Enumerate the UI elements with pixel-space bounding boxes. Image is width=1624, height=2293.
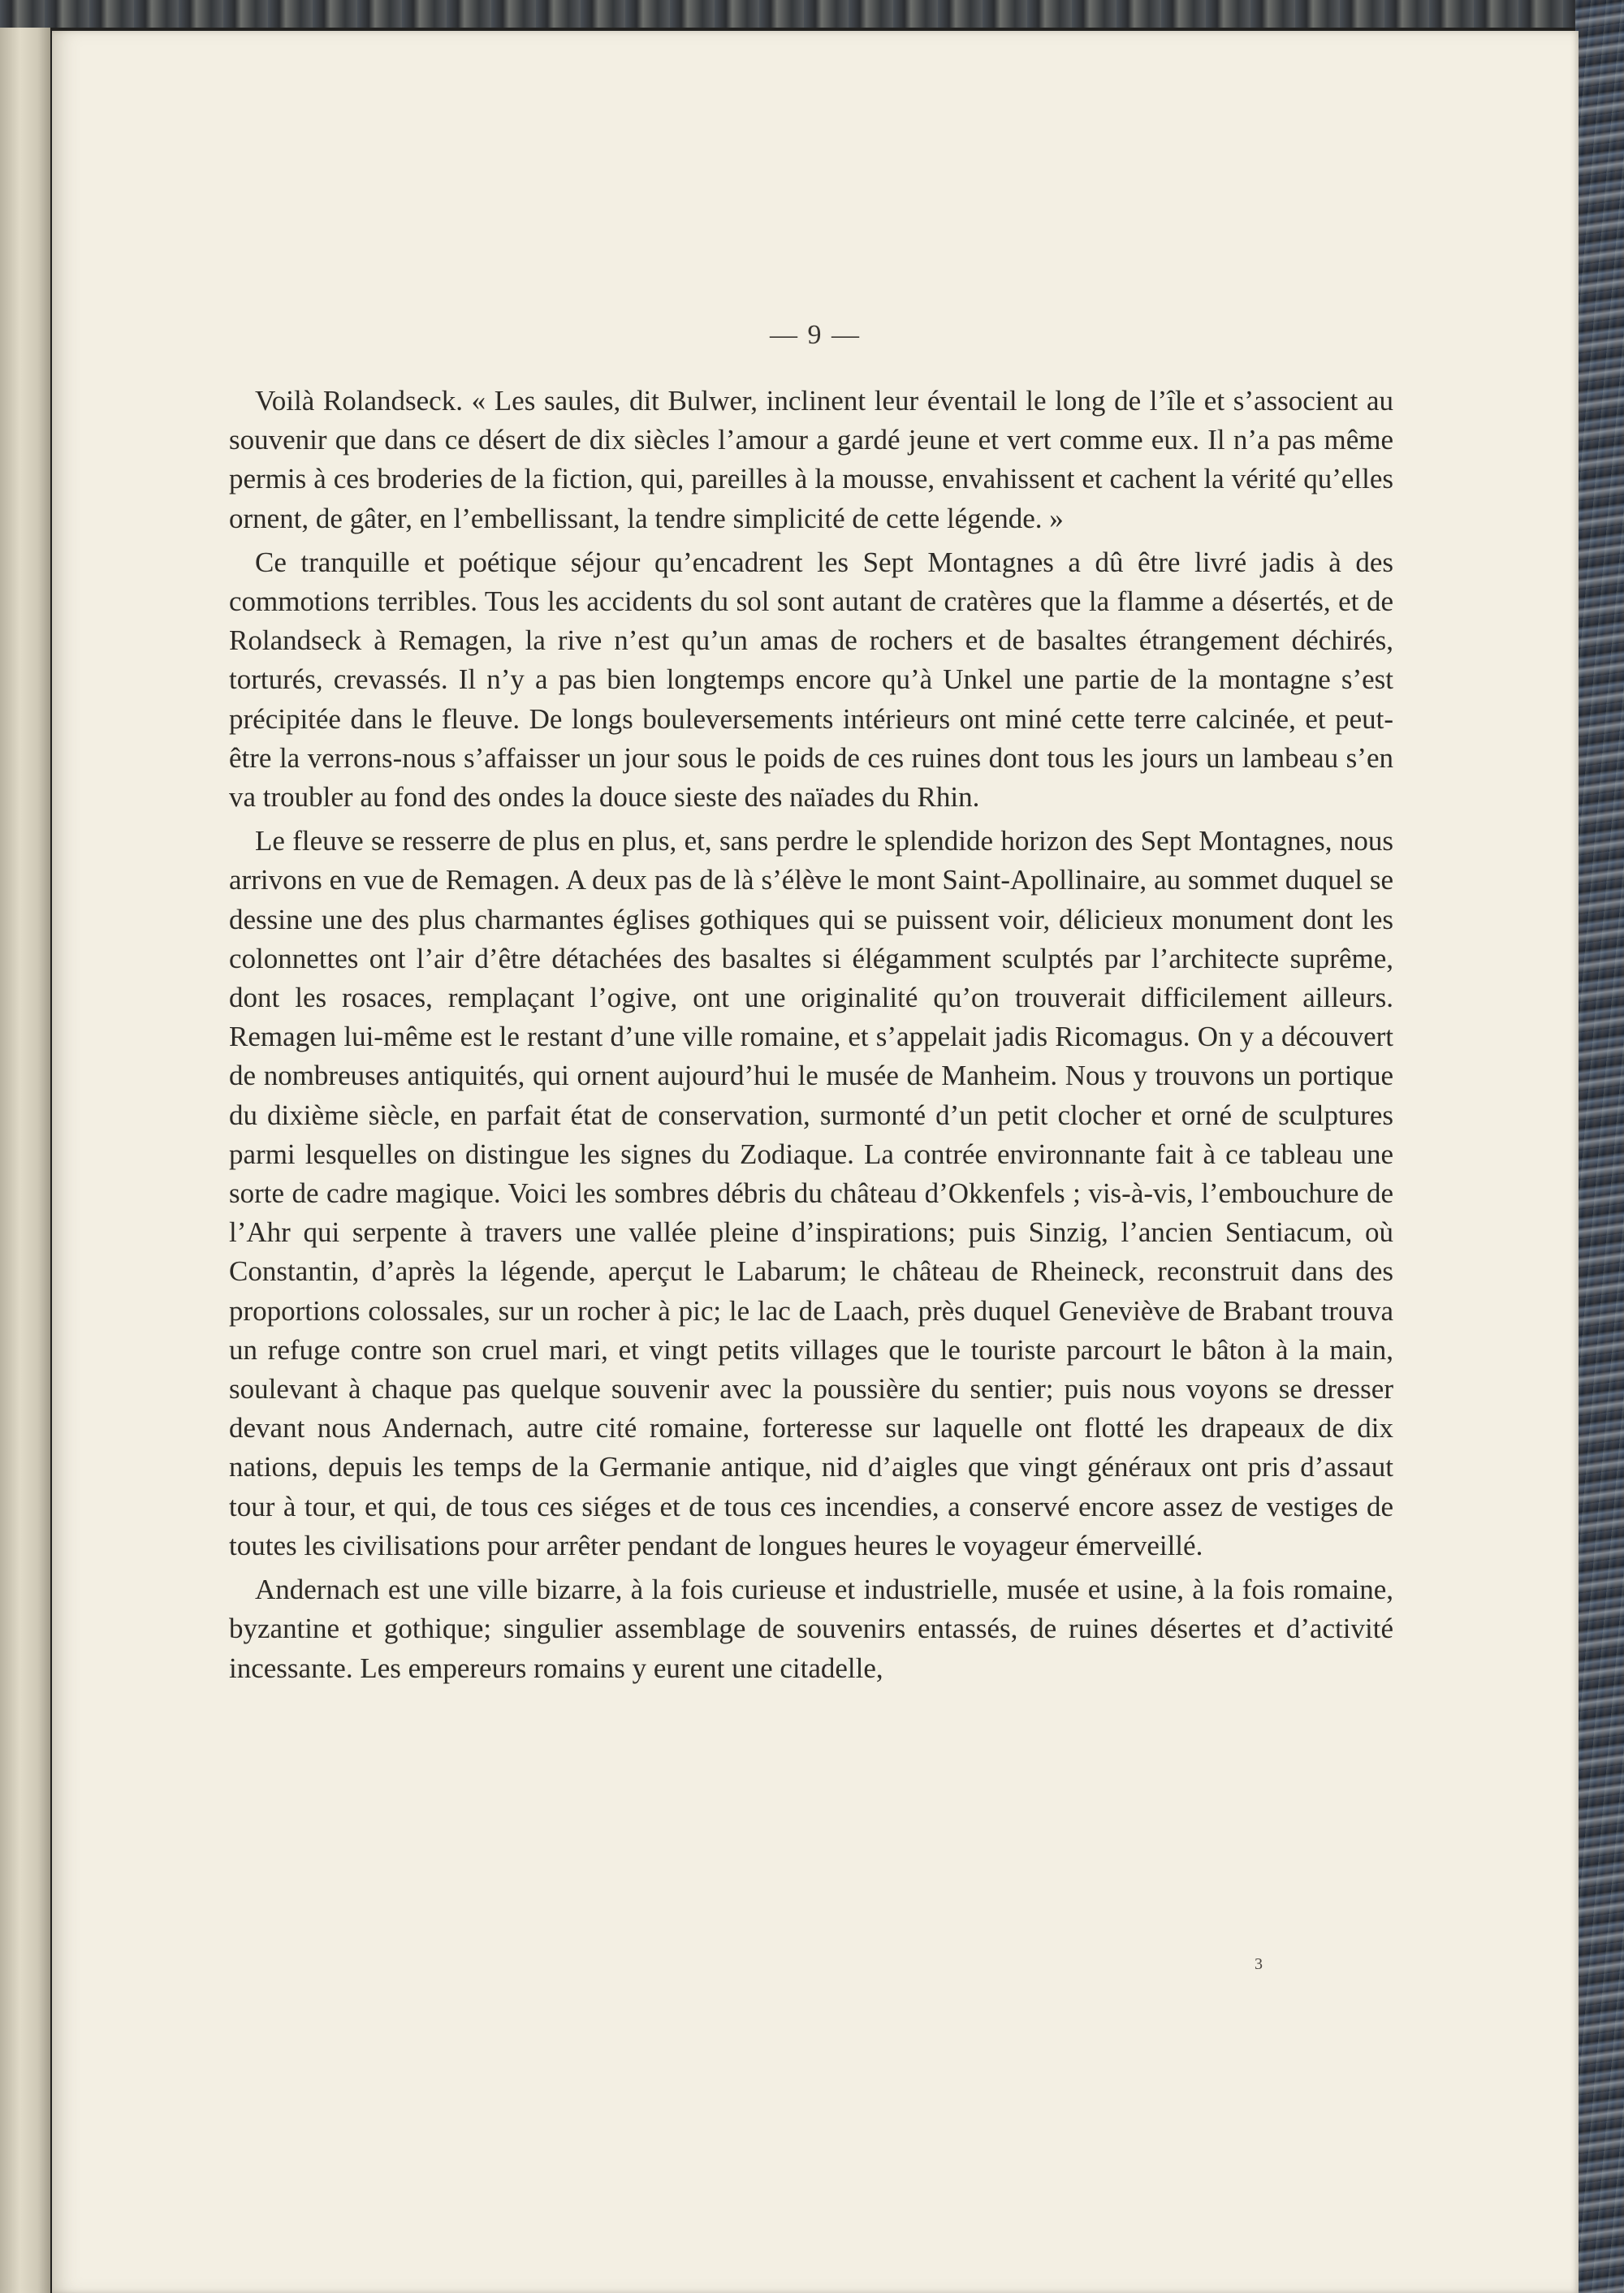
book-page bbox=[52, 31, 1579, 2293]
paragraph: Ce tranquille et poétique séjour qu’encadrent les Sept Montagnes a dû être livré jadis à des commotions terribles. Tous les accidents du sol sont autant de cratères que la flamme a désertés, et de Rolandseck à Remagen, la rive n’est qu’un amas de rochers et de basaltes étrangement déchirés, torturés, crevassés. Il n’y a pas bien longtemps encore qu’à Unkel une partie de la montagne s’est précipitée dans le fleuve. De longs bouleversements intérieurs ont miné cette terre calcinée, et peut-être la verrons-nous s’affaisser un jour sous le poids de ces ruines dont tous les jours un lambeau s’en va troubler au fond des ondes la douce sieste des naïades du Rhin. bbox=[229, 546, 1393, 814]
body-text bbox=[229, 382, 1393, 1693]
paragraph: Le fleuve se resserre de plus en plus, et, sans perdre le splendide horizon des Sept Montagnes, nous arrivons en vue de Remagen. A deux pas de là s’élève le mont Saint-Apollinaire, au sommet duquel se dessine une des plus charmantes églises gothiques qui se puissent voir, délicieux monument dont les colonnettes ont l’air d’être détachées des basaltes si élégamment sculptés par l’architecte suprême, dont les rosaces, remplaçant l’ogive, ont une originalité qu’on trouverait difficilement ailleurs. Remagen lui-même est le restant d’une ville romaine, et s’appelait jadis Ricomagus. On y a découvert de nombreuses antiquités, qui ornent aujourd’hui le musée de Manheim. Nous y trouvons un portique du dixième siècle, en parfait état de conservation, surmonté d’un petit clocher et orné de sculptures parmi lesquelles on distingue les signes du Zodiaque. La contrée environnante fait à ce tableau une sorte de cadre magique. Voici les sombres débris du château d’Okkenfels ; vis-à-vis, l’embouchure de l’Ahr qui serpente à travers une vallée pleine d’inspirations; puis Sinzig, l’ancien Sentiacum, où Constantin, d’après la légende, aperçut le Labarum; le château de Rheineck, reconstruit dans des proportions colossales, sur un rocher à pic; le lac de Laach, près duquel Geneviève de Brabant trouva un refuge contre son cruel mari, et vingt petits villages que le touriste parcourt le bâton à la main, soulevant à chaque pas quelque souvenir avec la poussière du sentier; puis nous voyons se dresser devant nous Andernach, autre cité romaine, forteresse sur laquelle ont flotté les drapeaux de dix nations, depuis les temps de la Germanie antique, nid d’aigles que vingt généraux ont pris d’assaut tour à tour, et qui, de tous ces siéges et de tous ces incendies, a conservé encore assez de vestiges de toutes les civilisations pour arrêter pendant de longues heures le voyageur émerveillé. bbox=[229, 825, 1393, 1561]
signature-mark: 3 bbox=[1255, 1955, 1263, 1973]
facing-page-edge bbox=[0, 28, 50, 2293]
paragraph: Voilà Rolandseck. « Les saules, dit Bulwer, inclinent leur éventail le long de l’île et s’associent au souvenir que dans ce désert de dix siècles l’amour a gardé jeune et vert comme eux. Il n’a pas même permis à ces broderies de la fiction, qui, pareilles à la mousse, envahissent et cachent la vérité qu’elles ornent, de gâter, en l’embellissant, la tendre simplicité de cette légende. » bbox=[229, 385, 1393, 534]
binding-top-edge bbox=[0, 0, 1624, 28]
page-number: — 9 — bbox=[770, 320, 861, 350]
paragraph: Andernach est une ville bizarre, à la fois curieuse et industrielle, musée et usine, à la fois romaine, byzantine et gothique; singulier assemblage de souvenirs entassés, de ruines désertes et d’activité incessante. Les empereurs romains y eurent une citadelle, bbox=[229, 1574, 1393, 1684]
marbled-binding-edge bbox=[1575, 0, 1624, 2293]
